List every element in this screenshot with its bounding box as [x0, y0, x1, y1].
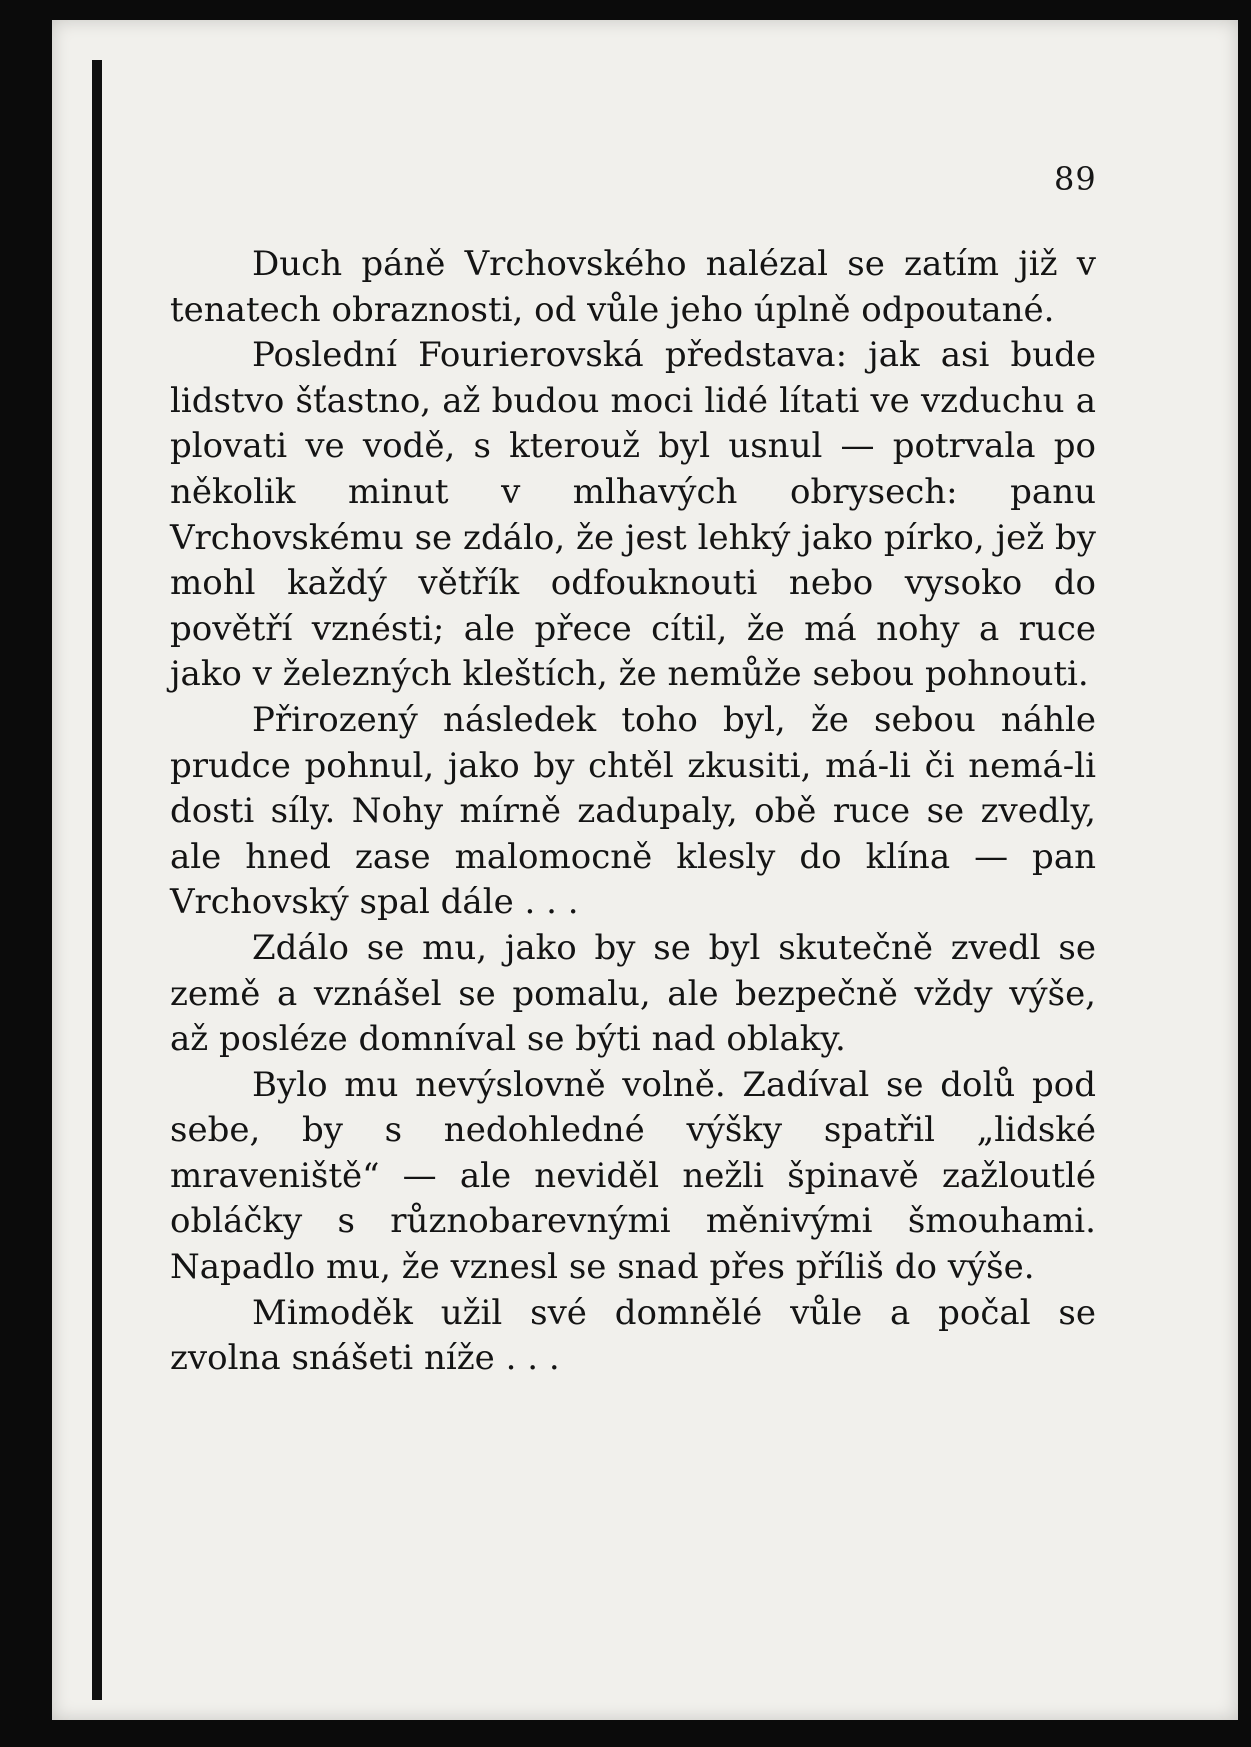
page-gutter-shadow	[92, 60, 102, 1700]
paragraph-6: Mimoděk užil své domnělé vůle a počal se zvolna snášeti níže . . .	[170, 1292, 1096, 1379]
page-number: 89	[1054, 160, 1097, 198]
book-page	[52, 20, 1238, 1720]
paragraph-2: Poslední Fourierovská představa: jak asi bude lidstvo šťastno, až budou moci lidé lítati ve vzduchu a plovati ve vodě, s kterouž byl usnul — potrvala po několik minut v mlhavých obrysech: panu Vrchovskému se zdálo, že jest lehký jako pírko, jež by mohl každý větřík odfouknouti nebo vysoko do povětří vznésti; ale přece cítil, že má nohy a ruce jako v železných kleštích, že nemůže sebou pohnouti.	[170, 335, 1096, 695]
paragraph-5: Bylo mu nevýslovně volně. Zadíval se dolů pod sebe, by s nedohledné výšky spatřil „lidské mraveniště“ — ale neviděl nežli špinavě zažloutlé obláčky s různobarevnými měnivými šmouhami. Napadlo mu, že vznesl se snad přes příliš do výše.	[170, 1064, 1096, 1288]
body-text	[170, 242, 1096, 1382]
paragraph-3: Přirozený následek toho byl, že sebou náhle prudce pohnul, jako by chtěl zkusiti, má-li či nemá-li dosti síly. Nohy mírně zadupaly, obě ruce se zvedly, ale hned zase malomocně klesly do klína — pan Vrchovský spal dále . . .	[170, 699, 1096, 923]
paragraph-4: Zdálo se mu, jako by se byl skutečně zvedl se země a vznášel se pomalu, ale bezpečně vždy výše, až posléze domníval se býti nad oblaky.	[170, 927, 1096, 1060]
paragraph-1: Duch páně Vrchovského nalézal se zatím již v tenatech obraznosti, od vůle jeho úplně odpoutané.	[170, 244, 1096, 330]
